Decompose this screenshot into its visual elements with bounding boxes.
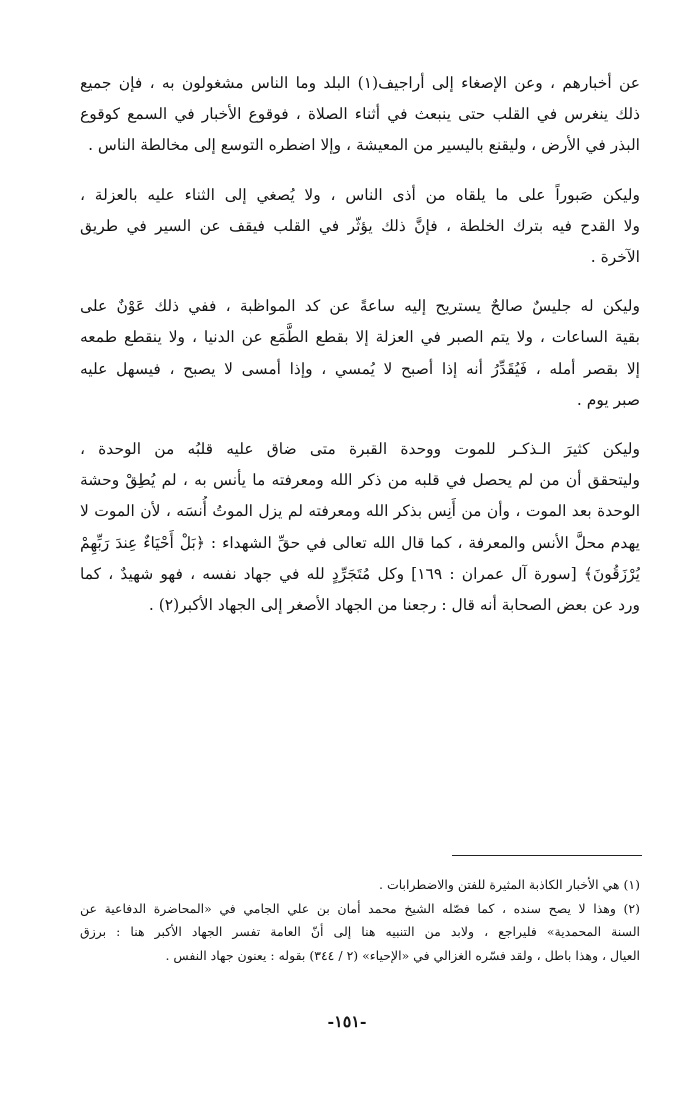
footnote-line: (١) هي الأخبار الكاذبة المثيرة للفتن والاضطرابات . (379, 877, 640, 892)
text-line: عن أخبارهم ، وعن الإصغاء إلى أراجيف(١) البلد وما الناس مشغولون به ، فإن جميع (80, 74, 640, 92)
text-line: يهدم محلَّ الأنس والمعرفة ، كما قال الله تعالى في حقِّ الشهداء : ﴿بَلْ أَحْيَاءٌ عِندَ رَبِّهِمْ (80, 533, 640, 552)
text-line: وليكن صَبوراً على ما يلقاه من أذى الناس ، ولا يُصغي إلى الثناء عليه بالعزلة ، (80, 185, 640, 204)
text-line: يُرْزَقُونَ﴾ [سورة آل عمران : ١٦٩] وكل مُتَجَرِّدٍ لله في جهاد نفسه ، فهو شهيدٌ ، كما (80, 564, 640, 583)
footnote-1 (80, 873, 640, 897)
paragraph-3 (80, 291, 640, 416)
footnote-line: السنة المحمدية» فليراجع ، ولابد من التنبيه هنا إلى أنّ العامة تفسر الجهاد الأكبر هنا : برزق (80, 924, 640, 939)
paragraph-2 (80, 180, 640, 274)
footnote-line: العيال ، وهذا باطل ، ولقد فسّره الغزالي في «الإحياء» (٢ / ٣٤٤) بقوله : يعنون جهاد النفس . (165, 947, 640, 963)
text-line: ذلك ينغرس في القلب حتى ينبعث في أثناء الصلاة ، فوقوع الأخبار في السمع كوقوع (80, 105, 640, 124)
text-line: صبر يوم . (576, 390, 640, 409)
text-line: وليكن كثيرَ الـذكـر للموت ووحدة القبرة متى ضاق عليه قلبُه من الوحدة ، (80, 440, 640, 459)
main-text (80, 68, 640, 639)
paragraph-1 (80, 68, 640, 162)
text-line: وليتحقق أن من لم يحصل في قلبه من ذكر الله ومعرفته ما يأنس به ، لم يُطِقْ وحشة (80, 471, 640, 490)
text-line: وليكن له جليسٌ صالحٌ يستريح إليه ساعةً عن كد المواظبة ، ففي ذلك عَوْنٌ على (80, 297, 640, 316)
text-line: إلا بقصر أمله ، فَيُقَدِّرُ أنه إذا أصبح لا يُمسي ، وإذا أمسى لا يصبح ، فيسهل عليه (80, 359, 640, 378)
footnote-line: (٢) وهذا لا يصح سنده ، كما فصّله الشيخ محمد أمان بن علي الجامي في «المحاضرة الدفاعية عن (80, 900, 640, 916)
text-line: ولا القدح فيه بترك الخلطة ، فإنَّ ذلك يؤثّر في القلب فيقف عن السير في طريق (80, 216, 640, 235)
text-line: البذر في الأرض ، وليقنع باليسير من المعيشة ، وإلا اضطره التوسع إلى مخالطة الناس . (88, 136, 640, 155)
paragraph-4 (80, 434, 640, 621)
footnote-separator (452, 855, 642, 856)
text-line: ورد عن بعض الصحابة أنه قال : رجعنا من الجهاد الأصغر إلى الجهاد الأكبر(٢) . (148, 596, 640, 615)
footnotes (80, 873, 640, 967)
page-number: -١٥١- (327, 1012, 367, 1031)
footnote-2 (80, 897, 640, 968)
text-line: الوحدة بعد الموت ، وأن من أَنِس بذكر الله ومعرفته لم يزل الموتُ أُنسَه ، لأن الموت لا (80, 502, 640, 521)
text-line: بقية الساعات ، ولا يتم الصبر في العزلة إلا بقطع الطَّمَع عن الدنيا ، ولا ينقطع طمعه (80, 328, 640, 347)
text-line: الآخرة . (590, 248, 640, 267)
